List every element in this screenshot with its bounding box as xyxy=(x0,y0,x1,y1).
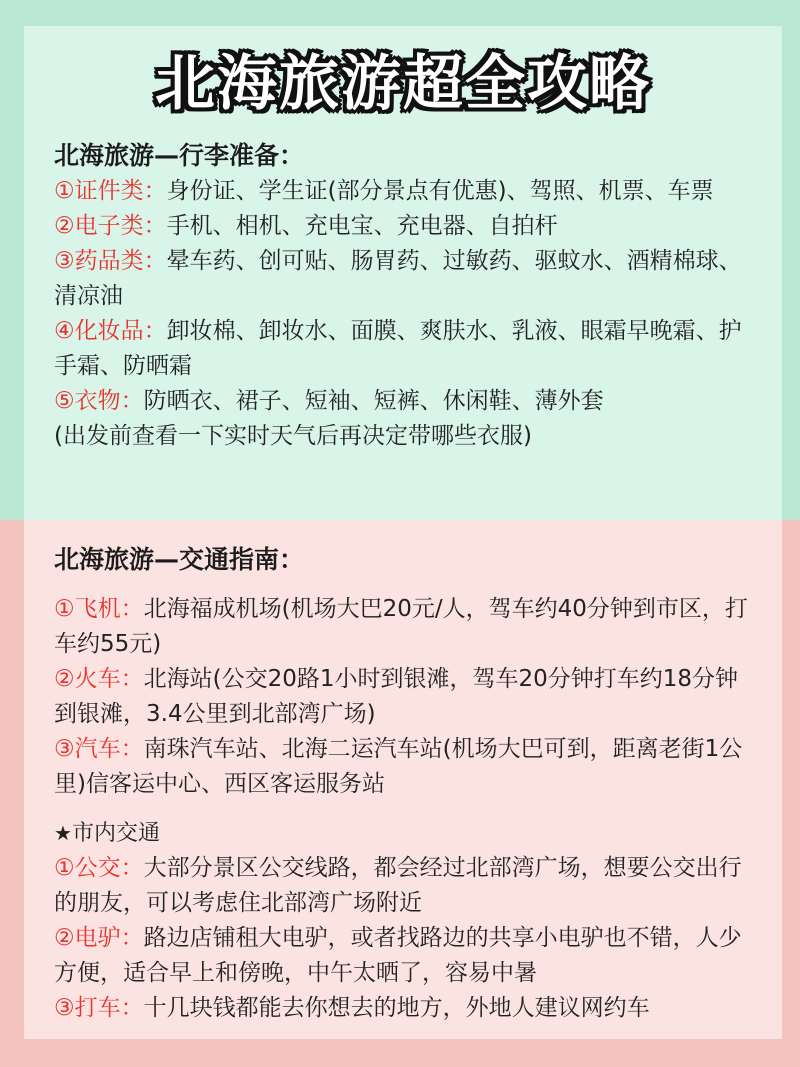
item-text: 十几块钱都能去你想去的地方，外地人建议网约车 xyxy=(143,995,650,1021)
luggage-panel xyxy=(24,26,782,520)
city-transport-heading xyxy=(54,816,752,851)
item-text: 路边店铺租大电驴，或者找路边的共享小电驴也不错，人少方便，适合早上和傍晚，中午太晒了，容易中暑 xyxy=(54,925,742,986)
transport-item-plane xyxy=(54,592,752,662)
transport-item-train xyxy=(54,662,752,732)
star-icon: ★ xyxy=(54,821,72,845)
item-text: 北海站(公交20路1小时到银滩，驾车20分钟打车约18分钟到银滩，3.4公里到北部湾广场) xyxy=(54,666,739,727)
item-text: 晕车药、创可贴、肠胃药、过敏药、驱蚊水、酒精棉球、清凉油 xyxy=(54,248,742,309)
item-label: ②火车： xyxy=(54,666,144,692)
item-label: ③汽车： xyxy=(54,736,144,762)
luggage-item-cosmetics xyxy=(54,314,752,384)
city-item-taxi xyxy=(54,991,752,1026)
item-text: 防晒衣、裙子、短袖、短裤、休闲鞋、薄外套 xyxy=(143,388,604,414)
item-label: ①飞机： xyxy=(54,596,144,622)
item-label: ④化妆品： xyxy=(54,318,167,344)
item-label: ⑤衣物： xyxy=(54,388,144,414)
item-label: ①公交： xyxy=(54,855,144,881)
transport-panel xyxy=(24,520,782,1039)
weather-note: (出发前查看一下实时天气后再决定带哪些衣服) xyxy=(54,423,532,449)
luggage-heading: 北海旅游—行李准备： xyxy=(54,141,305,170)
luggage-item-documents xyxy=(54,174,752,209)
item-text: 南珠汽车站、北海二运汽车站(机场大巴可到，距离老街1公里)信客运中心、西区客运服务站 xyxy=(54,736,743,797)
transport-item-bus-station xyxy=(54,732,752,802)
city-item-bus xyxy=(54,851,752,921)
item-label: ③药品类： xyxy=(54,248,167,274)
item-text: 卸妆棉、卸妆水、面膜、爽肤水、乳液、眼霜早晚霜、护手霜、防晒霜 xyxy=(54,318,742,379)
city-item-ebike xyxy=(54,921,752,991)
luggage-item-clothing xyxy=(54,384,752,419)
city-transport-title: 市内交通 xyxy=(71,821,160,846)
item-label: ②电驴： xyxy=(54,925,144,951)
item-text: 北海福成机场(机场大巴20元/人，驾车约40分钟到市区，打车约55元) xyxy=(54,596,748,657)
luggage-item-electronics xyxy=(54,209,752,244)
item-text: 身份证、学生证(部分景点有优惠)、驾照、机票、车票 xyxy=(166,178,714,204)
luggage-item-medicine xyxy=(54,244,752,314)
item-text: 大部分景区公交线路，都会经过北部湾广场，想要公交出行的朋友，可以考虑住北部湾广场附近 xyxy=(54,855,742,916)
item-label: ③打车： xyxy=(54,995,144,1021)
page-title: 北海旅游超全攻略 xyxy=(155,49,651,119)
item-label: ①证件类： xyxy=(54,178,167,204)
transport-heading: 北海旅游—交通指南： xyxy=(54,545,305,574)
item-text: 手机、相机、充电宝、充电器、自拍杆 xyxy=(166,213,558,239)
item-label: ②电子类： xyxy=(54,213,167,239)
